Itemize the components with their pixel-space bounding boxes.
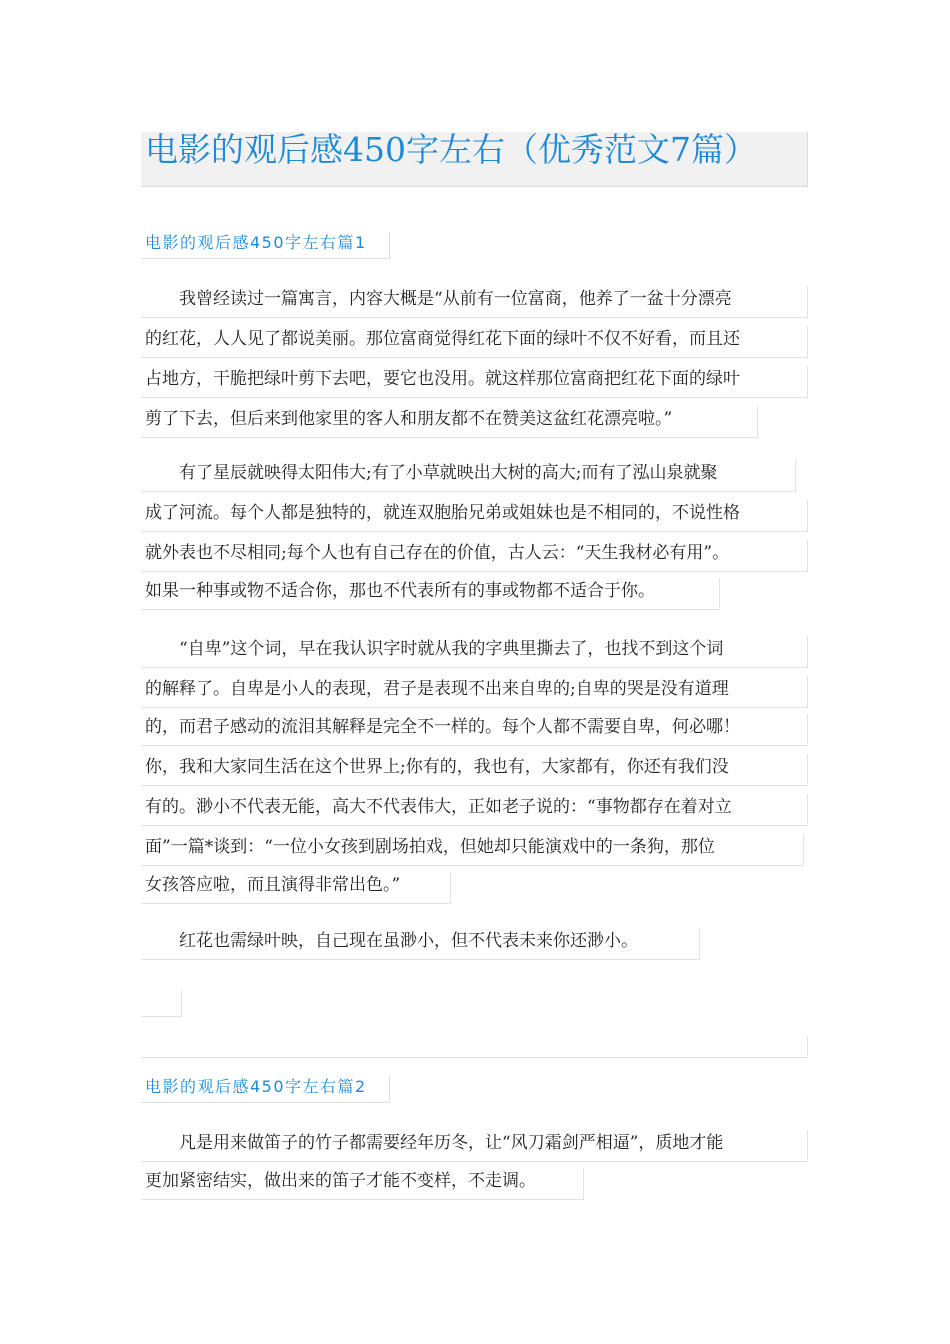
- text-line: 剪了下去，但后来到他家里的客人和朋友都不在赞美这盆红花漂亮啦。”: [145, 409, 673, 429]
- text-line: 有的。渺小不代表无能，高大不代表伟大，正如老子说的：“事物都存在着对立: [145, 797, 732, 817]
- text-line: 红花也需绿叶映，自己现在虽渺小，但不代表未来你还渺小。: [145, 931, 638, 951]
- empty-box: [141, 990, 182, 1017]
- text-line: 成了河流。每个人都是独特的，就连双胞胎兄弟或姐妹也是不相同的，不说性格: [145, 503, 740, 523]
- text-line: 我曾经读过一篇寓言，内容大概是“从前有一位富商，他养了一盆十分漂亮: [145, 289, 732, 309]
- text-line: 面”一篇*谈到：“一位小女孩到剧场拍戏，但她却只能演戏中的一条狗，那位: [145, 837, 715, 857]
- text-line: 的，而君子感动的流泪其解释是完全不一样的。每个人都不需要自卑，何必哪！: [145, 717, 740, 737]
- text-line: 的红花，人人见了都说美丽。那位富商觉得红花下面的绿叶不仅不好看，而且还: [145, 329, 740, 349]
- text-line: 就外表也不尽相同;每个人也有自己存在的价值，古人云：“天生我材必有用”。: [145, 543, 730, 563]
- section-heading-1: 电影的观后感450字左右篇1: [145, 233, 367, 252]
- text-line: 如果一种事或物不适合你，那也不代表所有的事或物都不适合于你。: [145, 581, 655, 601]
- section-divider: [141, 1037, 808, 1058]
- text-line: 有了星辰就映得太阳伟大;有了小草就映出大树的高大;而有了泓山泉就聚: [145, 463, 718, 483]
- text-line: 更加紧密结实，做出来的笛子才能不变样，不走调。: [145, 1171, 536, 1191]
- text-line: 占地方，干脆把绿叶剪下去吧，要它也没用。就这样那位富商把红花下面的绿叶: [145, 369, 740, 389]
- document-title: 电影的观后感450字左右（优秀范文7篇）: [145, 130, 757, 169]
- text-line: 凡是用来做笛子的竹子都需要经年历冬，让“风刀霜剑严相逼”，质地才能: [145, 1133, 724, 1153]
- text-line: 的解释了。自卑是小人的表现，君子是表现不出来自卑的;自卑的哭是没有道理: [145, 679, 729, 699]
- text-line: “自卑”这个词，早在我认识字时就从我的字典里撕去了，也找不到这个词: [145, 639, 724, 659]
- text-line: 你，我和大家同生活在这个世界上;你有的，我也有，大家都有，你还有我们没: [145, 757, 729, 777]
- text-line: 女孩答应啦，而且演得非常出色。”: [145, 875, 401, 895]
- section-heading-2: 电影的观后感450字左右篇2: [145, 1077, 367, 1096]
